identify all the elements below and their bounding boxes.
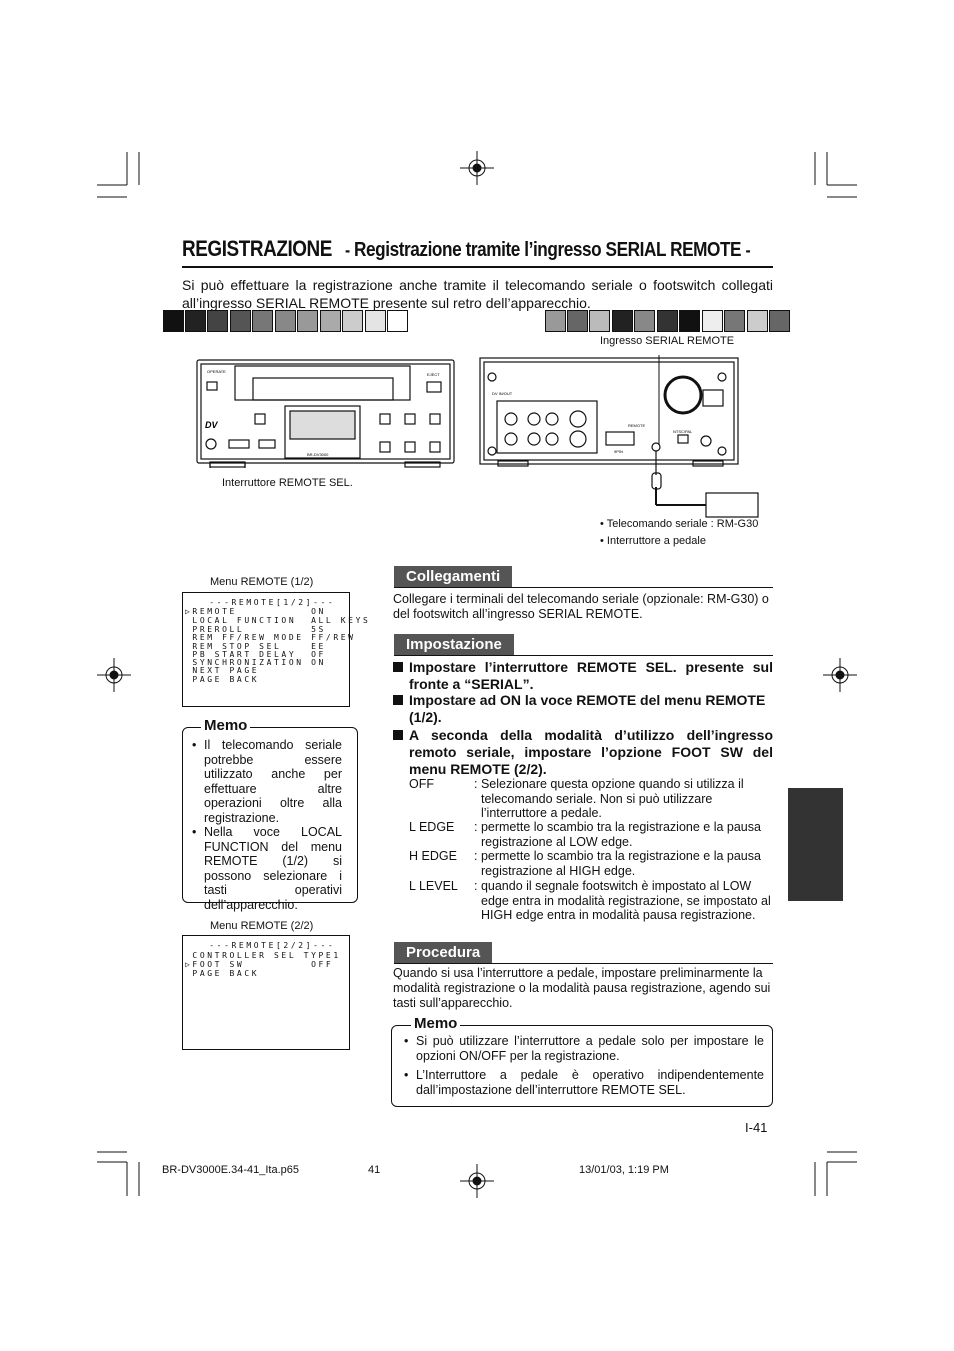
menu-line: REM STOP SEL EE: [185, 642, 326, 651]
section-heading-impostazione: Impostazione: [394, 634, 514, 655]
memo-right-item-text: Si può utilizzare l’interruttore a pedale solo per impostare le opzioni ON/OFF per la registrazione.: [416, 1034, 764, 1063]
swatch: [769, 310, 790, 332]
step-3: [393, 727, 773, 778]
swatch: [612, 310, 633, 332]
swatch: [207, 310, 228, 332]
memo-left-title: Memo: [201, 717, 250, 734]
title-dash-right: -: [745, 240, 751, 260]
section-heading-collegamenti: Collegamenti: [394, 566, 512, 587]
memo-left-item-text: Nella voce LOCAL FUNCTION del menu REMOTE (1/2) si possono selezionare i tasti operativi dell’apparecchio.: [204, 825, 342, 912]
step-3-text: A seconda della modalità d’utilizzo dell’ingresso remoto seriale, impostare l’opzione FOOT SW del menu REMOTE (2/2).: [409, 727, 773, 777]
title-main: REGISTRAZIONE: [182, 236, 332, 261]
step-1-text: Impostare l’interruttore REMOTE SEL. presente sul fronte a “SERIAL”.: [409, 659, 773, 692]
option-desc: : permette lo scambio tra la registrazione e la pausa registrazione al HIGH edge.: [474, 849, 761, 878]
label-serial-input: Ingresso SERIAL REMOTE: [600, 335, 735, 347]
footer-file: BR-DV3000E.34-41_Ita.p65: [162, 1164, 299, 1176]
swatch: [567, 310, 588, 332]
option-label: L EDGE: [409, 820, 455, 834]
menu1-caption: Menu REMOTE (1/2): [210, 576, 314, 588]
procedura-text: Quando si usa l’interruttore a pedale, impostare preliminarmente la modalità registrazione o la modalità pausa registrazione, agendo sui tasti sull’apparecchio.: [393, 966, 771, 1010]
rear-panel-diagram: [478, 355, 763, 530]
front-model: BR-DV3000: [307, 452, 329, 457]
swatch: [657, 310, 678, 332]
title-rule: [182, 266, 773, 268]
menu-line: ▷REMOTE ON: [185, 607, 326, 616]
swatch: [320, 310, 341, 332]
menu-line: SYNCHRONIZATION ON: [185, 658, 326, 667]
menu-line: NEXT PAGE: [185, 666, 260, 675]
front-label: OPERATE: [207, 369, 226, 374]
menu-line: PAGE BACK: [185, 675, 260, 684]
swatch: [589, 310, 610, 332]
side-tab: [788, 788, 843, 901]
menu-line: CONTROLLER SEL TYPE1: [185, 951, 341, 960]
section-heading-procedura: Procedura: [394, 942, 492, 963]
step-1: [393, 659, 773, 693]
page-number: I-41: [745, 1120, 768, 1135]
title-dash-left: -: [344, 240, 350, 260]
swatch: [387, 310, 408, 332]
swatch: [163, 310, 184, 332]
step-2: [393, 692, 773, 726]
menu-line: PAGE BACK: [185, 969, 260, 978]
title-sub: Registrazione tramite l’ingresso SERIAL REMOTE: [354, 239, 742, 261]
swatch: [230, 310, 251, 332]
option-label: OFF: [409, 777, 434, 791]
menu-line: PREROLL 5S: [185, 625, 326, 634]
swatch: [545, 310, 566, 332]
swatch: [679, 310, 700, 332]
rear-label: DV IN/OUT: [492, 391, 513, 396]
footer-date: 13/01/03, 1:19 PM: [579, 1164, 669, 1176]
swatch: [342, 310, 363, 332]
rear-label: 9PIN: [614, 449, 623, 454]
swatch: [252, 310, 273, 332]
rear-label: NTSC/PAL: [673, 429, 693, 434]
menu-line: ---REMOTE[1/2]---: [187, 598, 336, 607]
intro-text: Si può effettuare la registrazione anche tramite il telecomando seriale o footswitch collegati all’ingresso SERIAL REMOTE presente sul retro dell’apparecchio.: [182, 277, 773, 311]
memo-left-item-text: Il telecomando seriale potrebbe essere utilizzato anche per effettuare altre operazioni oltre alla registrazione.: [204, 738, 342, 825]
collegamenti-text: Collegare i terminali del telecomando seriale (opzionale: RM-G30) o del footswitch all’ingresso SERIAL REMOTE.: [393, 592, 769, 621]
swatch: [365, 310, 386, 332]
option-desc: : permette lo scambio tra la registrazione e la pausa registrazione al LOW edge.: [474, 820, 761, 849]
swatch: [297, 310, 318, 332]
step-bullet: [393, 662, 403, 672]
front-label: EJECT: [427, 372, 440, 377]
swatch: [724, 310, 745, 332]
swatch: [747, 310, 768, 332]
option-label: H EDGE: [409, 849, 457, 863]
memo-right-item: • Si può utilizzare l’interruttore a pedale solo per impostare le opzioni ON/OFF per la registrazione.: [404, 1034, 764, 1063]
memo-right-title: Memo: [411, 1015, 460, 1032]
rear-label: REMOTE: [628, 423, 646, 428]
section-rule: [394, 655, 773, 656]
menu1-screen: [182, 592, 371, 707]
menu-line: PB START DELAY OF: [185, 650, 326, 659]
front-panel-diagram: [195, 358, 457, 470]
option-desc: : quando il segnale footswitch è impostato al LOW edge entra in modalità registrazione, se impostato al HIGH edge entra in modalità pausa registrazione.: [474, 879, 771, 922]
note-telecomando: • Telecomando seriale : RM-G30: [600, 518, 759, 530]
menu-line: REM FF/REW MODE FF/REW: [185, 633, 356, 642]
step-2-text: Impostare ad ON la voce REMOTE del menu REMOTE (1/2).: [409, 692, 766, 725]
menu-line: ---REMOTE[2/2]---: [187, 941, 336, 950]
step-bullet: [393, 730, 403, 740]
dv-logo: DV: [205, 420, 218, 430]
swatch: [702, 310, 723, 332]
memo-right-list: [404, 1034, 764, 1098]
label-remote-sel: Interruttore REMOTE SEL.: [222, 477, 353, 489]
section-rule: [394, 963, 773, 964]
memo-left-list: [192, 738, 342, 912]
footer-page: 41: [368, 1164, 381, 1176]
memo-left-item: • Il telecomando seriale potrebbe essere utilizzato anche per effettuare altre operazioni oltre alla registrazione.: [192, 738, 342, 825]
note-pedale: • Interruttore a pedale: [600, 535, 706, 547]
menu2-screen: [182, 935, 350, 1050]
swatch: [634, 310, 655, 332]
swatch: [275, 310, 296, 332]
option-desc: : Selezionare questa opzione quando si utilizza il telecomando seriale. Non si può utilizzare l’interruttore a pedale.: [474, 777, 744, 820]
page-title: [182, 236, 751, 262]
memo-right-item-text: L’Interruttore a pedale è operativo indipendentemente dall’impostazione dell’interruttore REMOTE SEL.: [416, 1068, 764, 1097]
option-label: L LEVEL: [409, 879, 458, 893]
menu-line: ▷FOOT SW OFF: [185, 960, 334, 969]
section-rule: [394, 587, 773, 588]
swatch: [185, 310, 206, 332]
step-bullet: [393, 695, 403, 705]
memo-left-item: • Nella voce LOCAL FUNCTION del menu REMOTE (1/2) si possono selezionare i tasti operativi dell’apparecchio.: [192, 825, 342, 912]
memo-right-item: • L’Interruttore a pedale è operativo indipendentemente dall’impostazione dell’interruttore REMOTE SEL.: [404, 1068, 764, 1097]
menu2-caption: Menu REMOTE (2/2): [210, 920, 314, 932]
menu-line: LOCAL FUNCTION ALL KEYS: [185, 616, 371, 625]
